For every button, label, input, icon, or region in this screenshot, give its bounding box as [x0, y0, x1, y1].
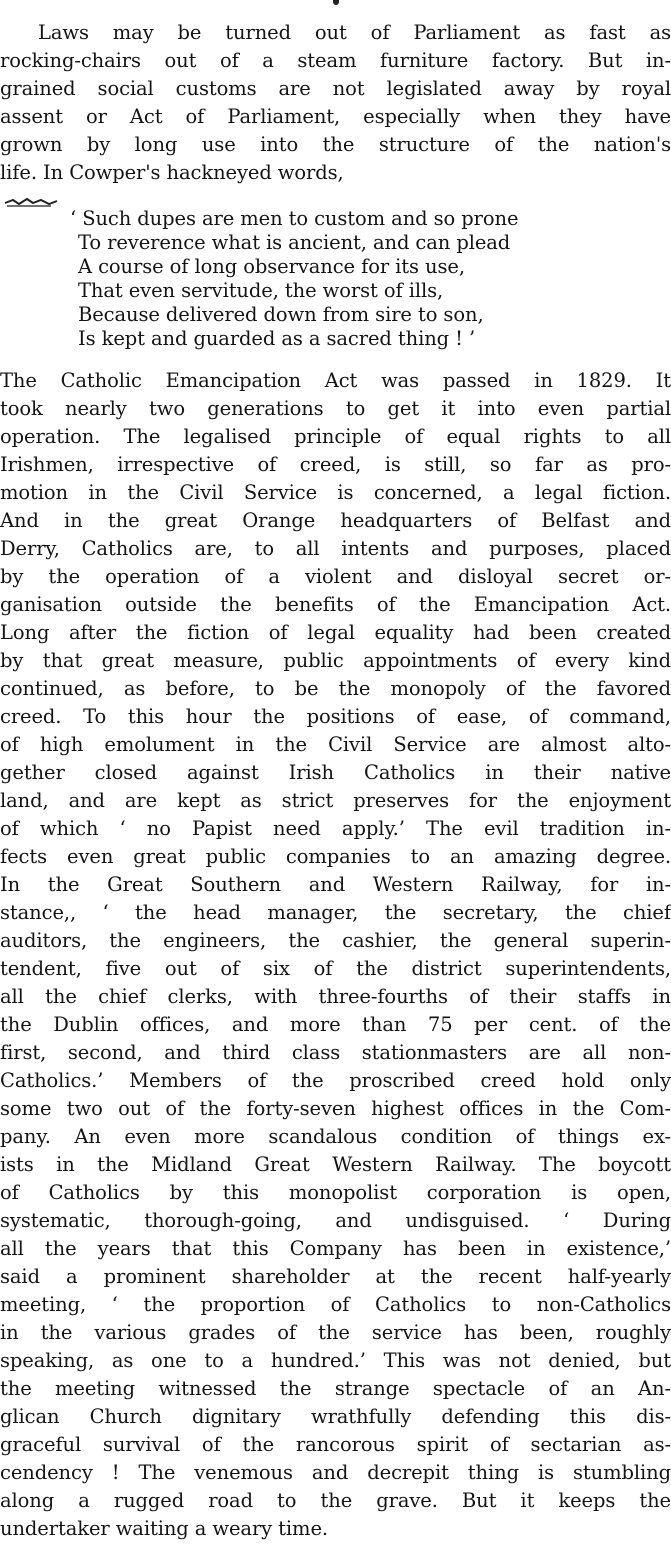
- verse-line: ‘ Such dupes are men to custom and so prone: [70, 207, 519, 230]
- text-line: continued, as before, to be the monopoly of the favored: [0, 677, 671, 700]
- text-line: undertaker waiting a weary time.: [0, 1517, 328, 1540]
- text-line: all the chief clerks, with three-fourths of their staffs in: [0, 985, 671, 1008]
- text-line: by that great measure, public appointments of every kind: [0, 649, 671, 672]
- verse-line: A course of long observance for its use,: [78, 255, 465, 278]
- text-line: systematic, thorough-going, and undisguised. ‘ During: [0, 1209, 671, 1232]
- text-line: ists in the Midland Great Western Railway. The boycott: [0, 1153, 671, 1176]
- text-line: Laws may be turned out of Parliament as fast as: [38, 21, 671, 44]
- text-line: speaking, as one to a hundred.’ This was not denied, but: [0, 1349, 671, 1372]
- text-line: stance,, ‘ the head manager, the secretary, the chief: [0, 901, 671, 924]
- text-line: along a rugged road to the grave. But it keeps the: [0, 1489, 671, 1512]
- handwritten-scribble: [3, 194, 61, 208]
- text-line: motion in the Civil Service is concerned, a legal fiction.: [0, 481, 671, 504]
- text-line: operation. The legalised principle of equal rights to all: [0, 425, 671, 448]
- text-line: in the various grades of the service has been, roughly: [0, 1321, 671, 1344]
- text-line: gether closed against Irish Catholics in their native: [0, 761, 671, 784]
- text-line: cendency ! The venemous and decrepit thing is stumbling: [0, 1461, 671, 1484]
- text-line: graceful survival of the rancorous spirit of sectarian as-: [0, 1433, 671, 1456]
- text-line: fects even great public companies to an amazing degree.: [0, 845, 671, 868]
- text-line: Irishmen, irrespective of creed, is still, so far as pro-: [0, 453, 671, 476]
- text-line: grained social customs are not legislated away by royal: [0, 77, 671, 100]
- text-line: Derry, Catholics are, to all intents and purposes, placed: [0, 537, 671, 560]
- text-line: all the years that this Company has been in existence,’: [0, 1237, 671, 1260]
- text-line: assent or Act of Parliament, especially when they have: [0, 105, 671, 128]
- text-line: some two out of the forty-seven highest offices in the Com-: [0, 1097, 671, 1120]
- text-line: And in the great Orange headquarters of Belfast and: [0, 509, 671, 532]
- text-line: ganisation outside the benefits of the Emancipation Act.: [0, 593, 671, 616]
- verse-line: That even servitude, the worst of ills,: [78, 279, 444, 302]
- verse-line: Because delivered down from sire to son,: [78, 303, 484, 326]
- text-line: life. In Cowper's hackneyed words,: [0, 161, 344, 184]
- verse-line: To reverence what is ancient, and can plead: [78, 231, 511, 254]
- text-line: auditors, the engineers, the cashier, the general superin-: [0, 929, 671, 952]
- page-top-mark: [333, 0, 339, 5]
- text-line: Long after the fiction of legal equality had been created: [0, 621, 671, 644]
- text-line: rocking-chairs out of a steam furniture factory. But in-: [0, 49, 671, 72]
- text-line: The Catholic Emancipation Act was passed in 1829. It: [0, 369, 671, 392]
- verse-line: Is kept and guarded as a sacred thing ! ’: [78, 327, 476, 350]
- text-line: of which ‘ no Papist need apply.’ The evil tradition in-: [0, 817, 671, 840]
- text-line: first, second, and third class stationmasters are all non-: [0, 1041, 671, 1064]
- text-line: glican Church dignitary wrathfully defending this dis-: [0, 1405, 671, 1428]
- text-line: creed. To this hour the positions of ease, of command,: [0, 705, 671, 728]
- text-line: pany. An even more scandalous condition of things ex-: [0, 1125, 671, 1148]
- text-line: took nearly two generations to get it into even partial: [0, 397, 671, 420]
- text-line: said a prominent shareholder at the recent half-yearly: [0, 1265, 671, 1288]
- text-line: grown by long use into the structure of the nation's: [0, 133, 671, 156]
- text-line: of high emolument in the Civil Service are almost alto-: [0, 733, 671, 756]
- text-line: the meeting witnessed the strange spectacle of an An-: [0, 1377, 671, 1400]
- text-line: meeting, ‘ the proportion of Catholics to non-Catholics: [0, 1293, 671, 1316]
- text-line: of Catholics by this monopolist corporation is open,: [0, 1181, 671, 1204]
- text-line: tendent, five out of six of the district superintendents,: [0, 957, 671, 980]
- text-line: land, and are kept as strict preserves for the enjoyment: [0, 789, 671, 812]
- text-line: the Dublin offices, and more than 75 per cent. of the: [0, 1013, 671, 1036]
- text-line: In the Great Southern and Western Railway, for in-: [0, 873, 671, 896]
- text-line: Catholics.’ Members of the proscribed creed hold only: [0, 1069, 671, 1092]
- text-line: by the operation of a violent and disloyal secret or-: [0, 565, 671, 588]
